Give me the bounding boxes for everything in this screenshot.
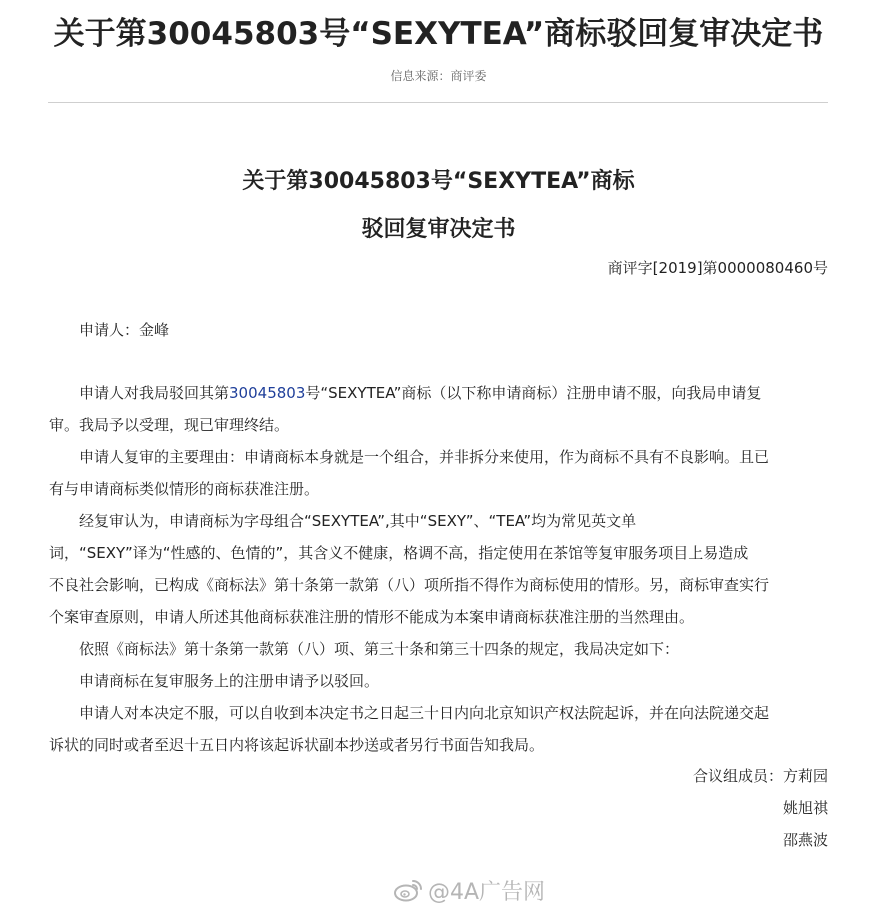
paragraph-1-line-1 (49, 377, 829, 409)
paragraph-6-line-2: 诉状的同时或者至迟十五日内将该起诉状副本抄送或者另行书面告知我局。 (49, 736, 545, 754)
trademark-number-link[interactable]: 30045803 (229, 384, 306, 402)
paragraph-3-line-1: 经复审认为，申请商标为字母组合“SEXYTEA”,其中“SEXY”、“TEA”均为常见英文单 (79, 512, 637, 530)
paragraph-5-line-1: 申请商标在复审服务上的注册申请予以驳回。 (79, 672, 380, 690)
document-heading-line-2: 驳回复审决定书 (361, 217, 516, 242)
watermark (394, 875, 545, 905)
paragraph-2-line-2: 有与申请商标类似情形的商标获准注册。 (49, 480, 320, 498)
paragraph-6-line-1: 申请人对本决定不服，可以自收到本决定书之日起三十日内向北京知识产权法院起诉，并在向法院递交起 (79, 704, 770, 722)
paragraph-3 (49, 505, 829, 633)
weibo-icon (394, 878, 424, 902)
paragraph-1-line-2: 审。我局予以受理，现已审理终结。 (49, 416, 290, 434)
paragraph-2-line-1: 申请人复审的主要理由：申请商标本身就是一个组合，并非拆分来使用，作为商标不具有不良影响。且已 (79, 448, 770, 466)
paragraph-5 (49, 665, 829, 697)
applicant-paragraph (49, 314, 829, 346)
divider (48, 102, 828, 103)
watermark-text: @4A广告网 (428, 879, 546, 905)
signature-line-3: 邵燕波 (782, 831, 828, 849)
paragraph-3-line-3: 不良社会影响，已构成《商标法》第十条第一款第（八）项所指不得作为商标使用的情形。另，商标审查实行 (49, 576, 770, 594)
source-line (0, 67, 877, 84)
paragraph-6 (49, 697, 829, 761)
page-title: 关于第30045803号“SEXYTEA”商标驳回复审决定书 (53, 16, 824, 52)
applicant-line: 申请人：金峰 (79, 321, 170, 339)
paragraph-3-line-4: 个案审查原则，申请人所述其他商标获准注册的情形不能成为本案申请商标获准注册的当然理由。 (49, 608, 695, 626)
source-label: 信息来源： (390, 69, 451, 83)
paragraph-1-text-a: 申请人对我局驳回其第 (79, 384, 230, 402)
paragraph-4 (49, 633, 829, 665)
document-heading-line-1: 关于第30045803号“SEXYTEA”商标 (242, 169, 635, 194)
signature-line-2: 姚旭祺 (782, 799, 828, 817)
paragraph-3-line-2: 词，“SEXY”译为“性感的、色情的”，其含义不健康，格调不高，指定使用在茶馆等复审服务项目上易造成 (49, 544, 749, 562)
source-value: 商评委 (450, 69, 487, 83)
document-number: 商评字[2019]第0000080460号 (607, 259, 828, 277)
paragraph-4-line-1: 依照《商标法》第十条第一款第（八）项、第三十条和第三十四条的规定，我局决定如下： (79, 640, 680, 658)
paragraph-1-text-b: 号“SEXYTEA”商标（以下称申请商标）注册申请不服，向我局申请复 (305, 384, 762, 402)
paragraph-2 (49, 441, 829, 505)
signature-line-1: 合议组成员：方莉园 (692, 767, 828, 785)
paragraph-1 (49, 377, 829, 441)
